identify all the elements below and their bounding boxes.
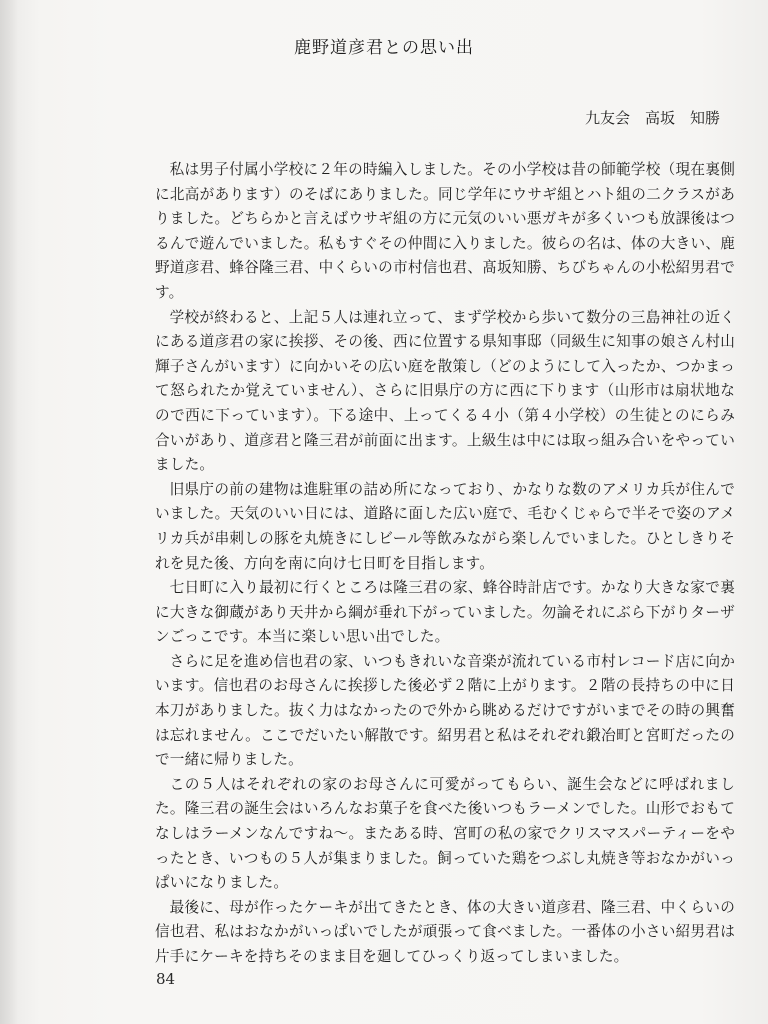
essay-body: [155, 158, 735, 970]
page-number: 84: [156, 970, 176, 988]
paragraph: さらに足を進め信也君の家、いつもきれいな音楽が流れている市村レコード店に向かいます。信也君のお母さんに挨拶した後必ず２階に上がります。２階の長持ちの中に日本刀がありました。抜く力はなかったので外から眺めるだけですがいまでその時の興奮は忘れません。ここでだいたい解散です。紹男君と私はそれぞれ鍛冶町と宮町だったので一緒に帰りました。: [155, 652, 735, 769]
paragraph: 旧県庁の前の建物は進駐軍の詰め所になっており、かなりな数のアメリカ兵が住んでいました。天気のいい日には、道路に面した広い庭で、毛むくじゃらで半そで姿のアメリカ兵が串刺しの豚を丸焼きにしビール等飲みながら楽しんでいました。ひとしきりそれを見た後、方向を南に向け七日町を目指します。: [155, 480, 735, 572]
paragraph: 学校が終わると、上記５人は連れ立って、まず学校から歩いて数分の三島神社の近くにある道彦君の家に挨拶、その後、西に位置する県知事邸（同級生に知事の娘さん村山輝子さんがいます）に向かいその広い庭を散策し（どのようにして入ったか、つかまって怒られたか覚えていません）、さらに旧県庁の方に西に下ります（山形市は扇状地なので西に下っています）。下る途中、上ってくる４小（第４小学校）の生徒とのにらみ合いがあり、道彦君と隆三君が前面に出ます。上級生は中には取っ組み合いをやっていました。: [155, 308, 735, 474]
paragraph: 七日町に入り最初に行くところは隆三君の家、蜂谷時計店です。かなり大きな家で裏に大きな御蔵があり天井から綱が垂れ下がっていました。勿論それにぶら下がりターザンごっこです。本当に楽しい思い出でした。: [155, 579, 735, 646]
paragraph: 最後に、母が作ったケーキが出てきたとき、体の大きい道彦君、隆三君、中くらいの信也君、私はおなかがいっぱいでしたが頑張って食べました。一番体の小さい紹男君は片手にケーキを持ちそのまま目を廻してひっくり返ってしまいました。: [155, 898, 735, 965]
paragraph: この５人はそれぞれの家のお母さんに可愛がってもらい、誕生会などに呼ばれました。隆三君の誕生会はいろんなお菓子を食べた後いつもラーメンでした。山形でおもてなしはラーメンなんですね～。またある時、宮町の私の家でクリスマスパーティーをやったとき、いつもの５人が集まりました。飼っていた鶏をつぶし丸焼き等おなかがいっぱいになりました。: [155, 775, 735, 892]
binding-shadow: [0, 0, 18, 1024]
author-byline: 九友会 高坂 知勝: [584, 109, 720, 127]
page-title: 鹿野道彦君との思い出: [294, 38, 474, 58]
paragraph: 私は男子付属小学校に２年の時編入しました。その小学校は昔の師範学校（現在裏側に北高があります）のそばにありました。同じ学年にウサギ組とハト組の二クラスがありました。どちらかと言えばウサギ組の方に元気のいい悪ガキが多くいつも放課後はつるんで遊んでいました。私もすぐその仲間に入りました。彼らの名は、体の大きい、鹿野道彦君、蜂谷隆三君、中くらいの市村信也君、髙坂知勝、ちびちゃんの小松紹男君です。: [155, 161, 735, 301]
